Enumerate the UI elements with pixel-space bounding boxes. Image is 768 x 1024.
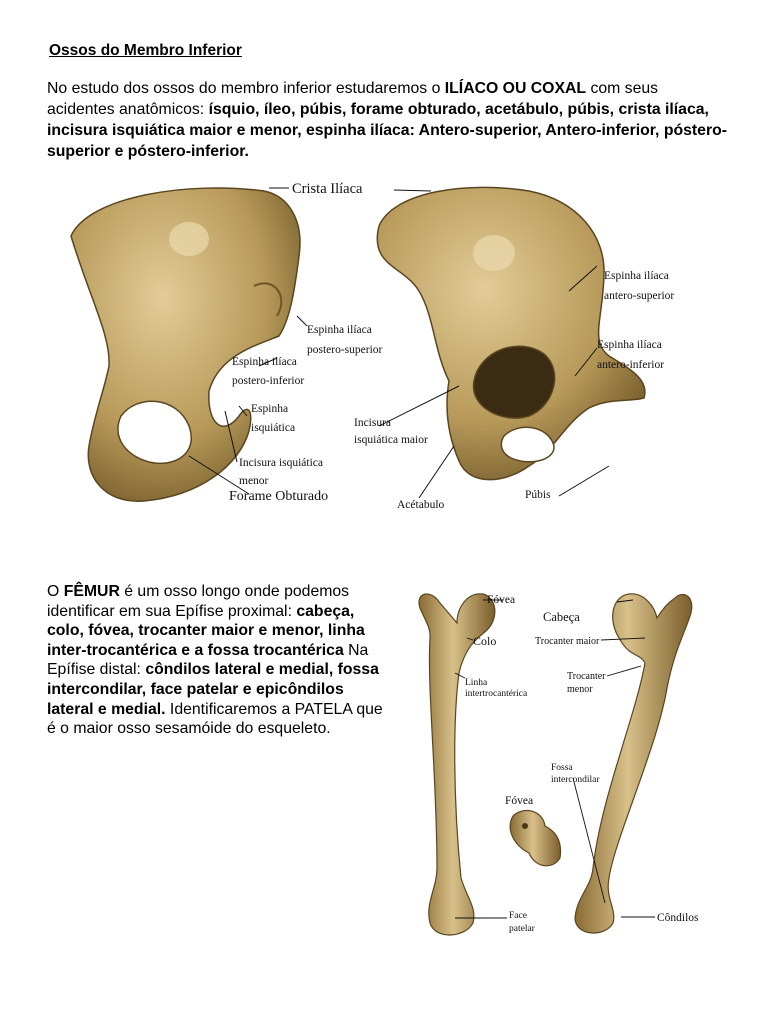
intro-paragraph: No estudo dos ossos do membro inferior estudaremos o ILÍACO OU COXAL com seus acidentes anatômicos: ísquio, íleo, púbis, forame obturado, acetábulo, púbis, crista ilíaca, incisura isquiática maior e menor, espinha ilíaca: Antero-superior, Antero-inferior, póstero-superior e póstero-inferior.: [47, 80, 728, 160]
label-face-2: patelar: [509, 924, 535, 934]
label-espinha-isquiatica-1: Espinha: [251, 403, 289, 415]
page-title: Ossos do Membro Inferior: [49, 42, 242, 59]
label-espinha-ant-sup-2: antero-superior: [604, 290, 675, 302]
label-espinha-post-inf-1: Espinha ilíaca: [232, 356, 297, 368]
label-espinha-ant-sup-1: Espinha ilíaca: [604, 270, 669, 282]
label-trocanter-menor-1: Trocanter: [567, 671, 606, 682]
label-linha-1: Linha: [465, 678, 488, 688]
distal-features: côndilos lateral e medial, fossa intercondilar, face patelar e epicôndilos lateral e medial.: [47, 661, 379, 718]
femur-figure: [395, 578, 709, 942]
label-espinha-post-sup-2: postero-superior: [307, 344, 383, 356]
label-incisura-menor-2: menor: [239, 475, 269, 487]
label-espinha-post-sup-1: Espinha ilíaca: [307, 324, 372, 336]
label-espinha-isquiatica-2: isquiática: [251, 422, 296, 434]
label-trocanter-maior: Trocanter maior: [535, 636, 600, 647]
label-condilos: Côndilos: [657, 912, 699, 924]
label-trocanter-menor-2: menor: [567, 684, 593, 695]
label-incisura-maior-2: isquiática maior: [354, 434, 428, 446]
hip-bone-figure: [49, 176, 685, 514]
label-espinha-post-inf-2: postero-inferior: [232, 375, 305, 387]
label-fovea-top: Fóvea: [487, 594, 516, 606]
label-fossa-2: intercondilar: [551, 775, 600, 785]
label-pubis: Púbis: [525, 489, 551, 501]
label-espinha-ant-inf-2: antero-inferior: [597, 359, 665, 371]
proximal-features: cabeça, colo, fóvea, trocanter maior e menor, linha inter-trocantérica e a fossa trocantérica: [47, 602, 365, 659]
femur-name: FÊMUR: [63, 583, 120, 600]
femur-paragraph: O FÊMUR é um osso longo onde podemos identificar em sua Epífise proximal: cabeça, colo, fóvea, trocanter maior e menor, linha inter-trocantérica e a fossa trocantérica Na Epífise distal: côndilos lateral e medial, fossa intercondilar, face patelar e epicôndilos lateral e medial. Identificaremos a PATELA que é o maior osso sesamóide do esqueleto.: [47, 583, 383, 738]
label-acetabulo: Acétabulo: [397, 499, 445, 511]
label-incisura-maior-1: Incisura: [354, 417, 392, 429]
label-incisura-menor-1: Incisura isquiática: [239, 457, 323, 469]
label-forame-obturado: Forame Obturado: [229, 489, 329, 504]
label-fossa-1: Fossa: [551, 763, 573, 773]
hip-bone-lateral-view: [71, 188, 300, 501]
label-cabeca: Cabeça: [543, 610, 580, 624]
bone-name: ILÍACO OU COXAL: [444, 80, 587, 97]
label-face-1: Face: [509, 911, 527, 921]
label-colo: Colo: [473, 634, 497, 648]
label-fovea-mid: Fóvea: [505, 795, 534, 807]
label-espinha-ant-inf-1: Espinha ilíaca: [597, 339, 662, 351]
femoral-head-inset: [510, 811, 560, 866]
label-linha-2: intertrocantérica: [465, 689, 528, 699]
label-crista-iliaca: Crista Ilíaca: [292, 181, 363, 197]
features-list: ísquio, íleo, púbis, forame obturado, acetábulo, púbis, crista ilíaca, incisura isquiática maior e menor, espinha ilíaca: Antero-superior, Antero-inferior, póstero-superior e póstero-inferior.: [47, 101, 728, 160]
